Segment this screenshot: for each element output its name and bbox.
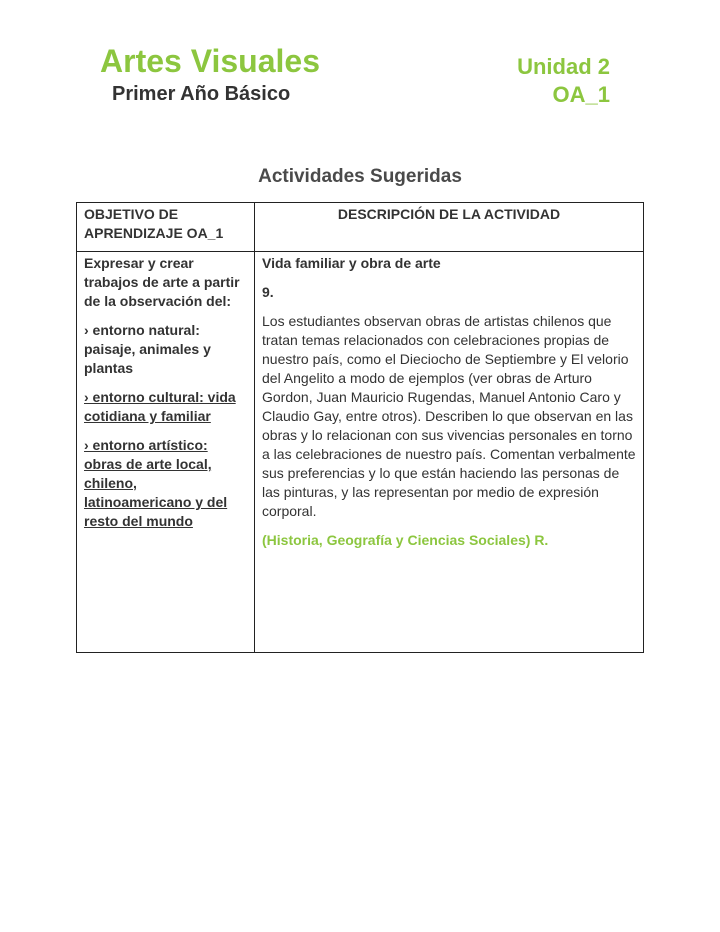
table-header-row [77,203,644,252]
objective-item-cultural: › entorno cultural: vida cotidiana y familiar [84,389,236,424]
objective-cell [77,252,255,653]
activity-description: Los estudiantes observan obras de artistas chilenos que tratan temas relacionados con celebraciones propias de nuestro país, como el Dieciocho de Septiembre y El velorio del Angelito a modo de ejemplos (ver obras de Arturo Gordon, Juan Mauricio Rugendas, Manuel Antonio Caro y Claudio Gay, entre otros). Describen lo que observan en las obras y lo relacionan con sus vivencias personales en torno a las celebraciones de nuestro país. Comentan verbalmente sus preferencias y lo que están haciendo las personas de las pinturas, y las representan por medio de expresión corporal. [262,313,636,519]
page-subtitle: Primer Año Básico [112,83,291,105]
header-right [517,54,610,108]
activity-table [76,202,644,653]
activity-cell [255,252,644,653]
page-title: Artes Visuales [100,43,320,79]
objective-intro: Expresar y crear trabajos de arte a partir de la observación del: [84,255,240,309]
oa-label: OA_1 [552,82,610,107]
activity-reference: (Historia, Geografía y Ciencias Sociales) R. [262,532,549,548]
objective-column-header: OBJETIVO DE APRENDIZAJE OA_1 [77,203,255,252]
table-row [77,252,644,653]
description-column-header: DESCRIPCIÓN DE LA ACTIVIDAD [255,203,644,252]
activity-number: 9. [262,284,274,300]
unit-label: Unidad 2 [517,54,610,79]
header-left [100,42,320,106]
activity-title: Vida familiar y obra de arte [262,255,441,271]
objective-item-natural: › entorno natural: paisaje, animales y plantas [84,322,211,376]
objective-item-artistic: › entorno artístico: obras de arte local, chileno, latinoamericano y del resto del mundo [84,437,228,529]
section-title: Actividades Sugeridas [258,166,462,187]
